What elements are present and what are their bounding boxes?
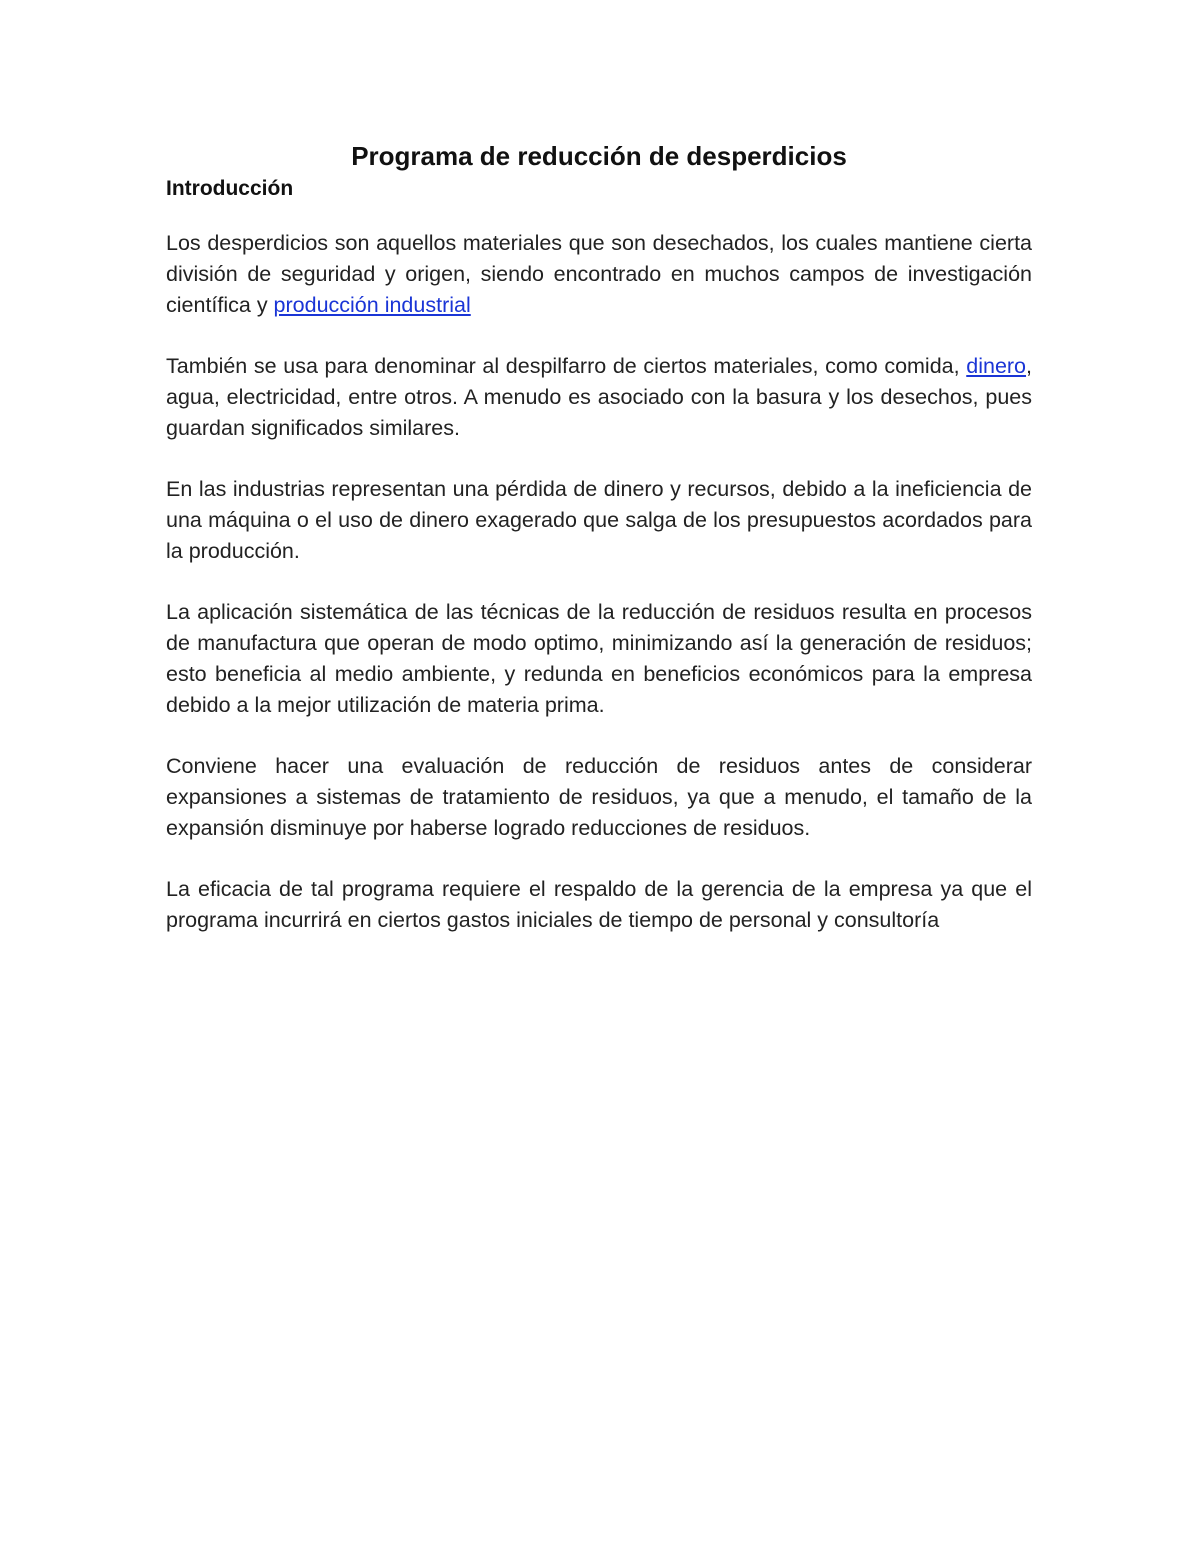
paragraph-2 [166,351,1032,444]
link-produccion-industrial[interactable]: producción industrial [273,293,471,317]
paragraph-2-text-after: , agua, electricidad, entre otros. A menudo es asociado con la basura y los desechos, pues guardan significados similares. [166,354,1032,440]
paragraph-2-text: También se usa para denominar al despilfarro de ciertos materiales, como comida, [166,354,967,378]
paragraph-4: La aplicación sistemática de las técnicas de la reducción de residuos resulta en procesos de manufactura que operan de modo optimo, minimizando así la generación de residuos; esto beneficia al medio ambiente, y redunda en beneficios económicos para la empresa debido a la mejor utilización de materia prima. [166,600,1032,717]
document-title: Programa de reducción de desperdicios [351,141,847,171]
paragraph-5: Conviene hacer una evaluación de reducción de residuos antes de considerar expansiones a sistemas de tratamiento de residuos, ya que a menudo, el tamaño de la expansión disminuye por haberse logrado reducciones de residuos. [166,754,1032,840]
paragraph-1-text: Los desperdicios son aquellos materiales que son desechados, los cuales mantiene cierta división de seguridad y origen, siendo encontrado en muchos campos de investigación científica y [166,231,1032,317]
link-dinero[interactable]: dinero [966,354,1027,378]
paragraph-6: La eficacia de tal programa requiere el respaldo de la gerencia de la empresa ya que el programa incurrirá en ciertos gastos iniciales de tiempo de personal y consultoría [166,877,1032,932]
section-heading-introduccion: Introducción [166,177,294,200]
document-page [166,138,1032,966]
paragraph-1 [166,228,1032,321]
paragraph-3: En las industrias representan una pérdida de dinero y recursos, debido a la ineficiencia de una máquina o el uso de dinero exagerado que salga de los presupuestos acordados para la producción. [166,477,1032,563]
